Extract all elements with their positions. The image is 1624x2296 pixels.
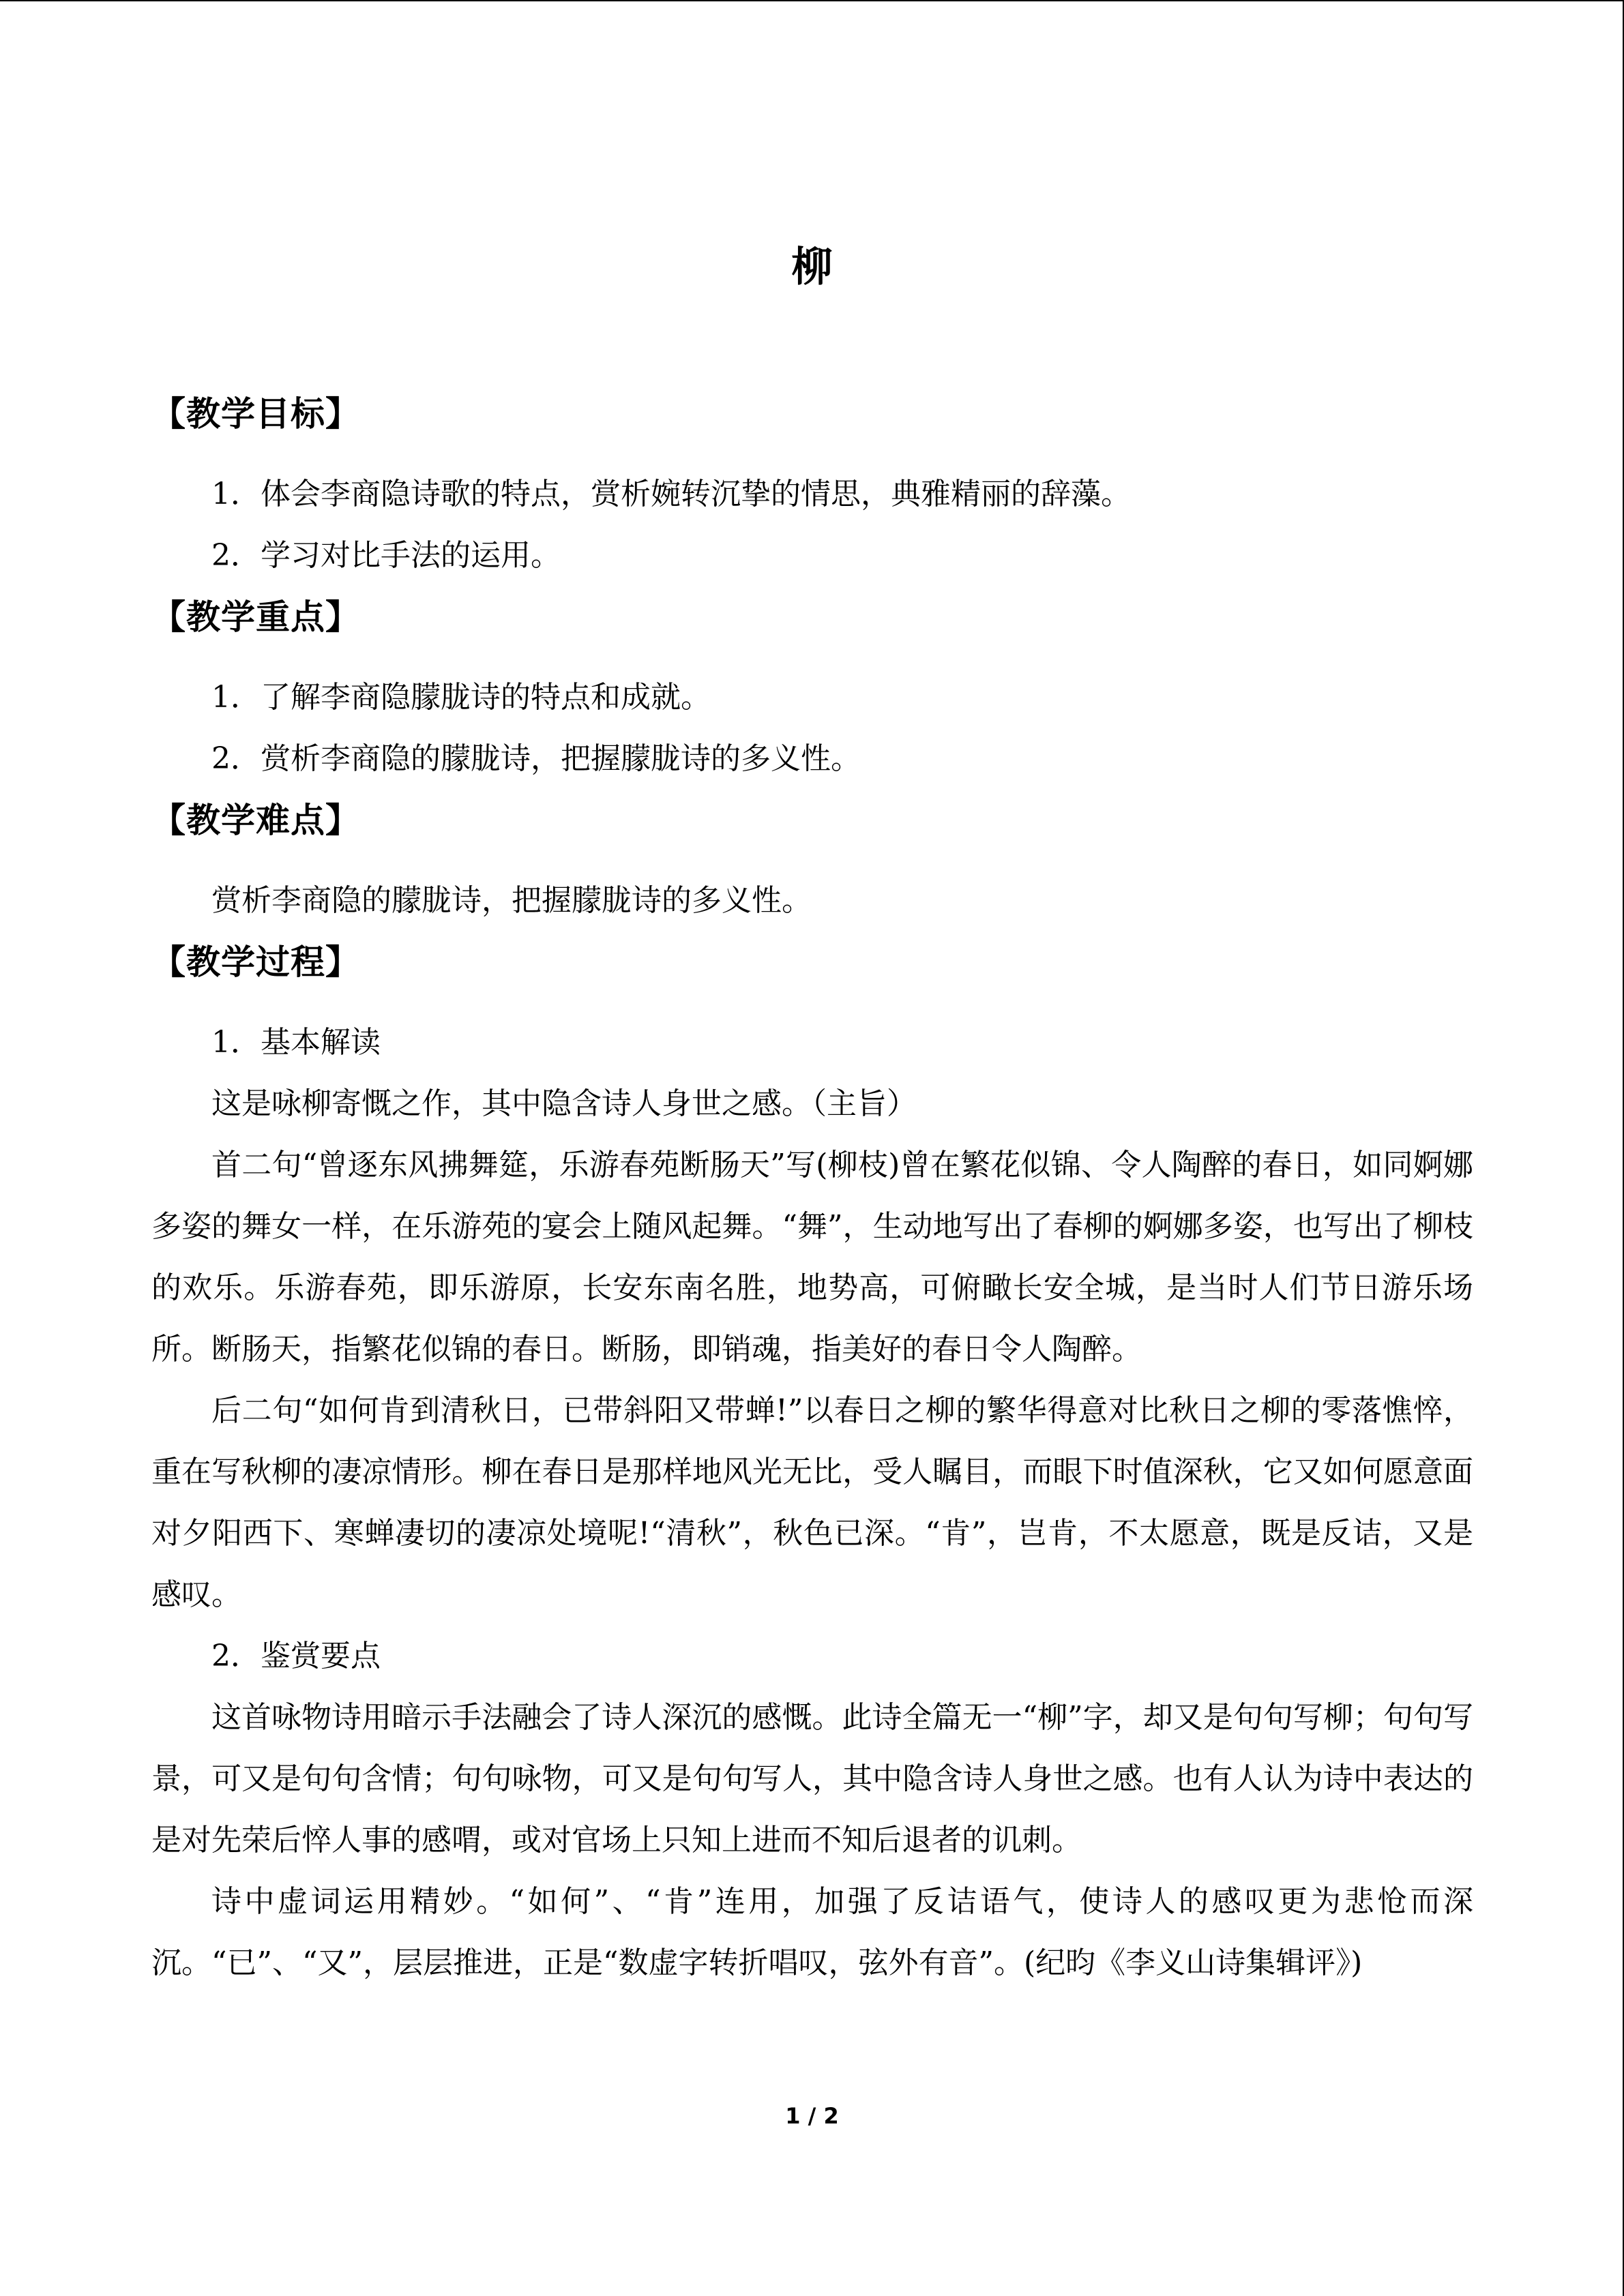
process-paragraph: 后二句“如何肯到清秋日，已带斜阳又带蝉!”以春日之柳的繁华得意对比秋日之柳的零落憔悴，重在写秋柳的凄凉情形。柳在春日是那样地风光无比，受人瞩目，而眼下时值深秋，它又如何愿意面对夕阳西下、寒蝉凄切的凄凉处境呢!“清秋”，秋色已深。“肯”，岂肯，不太愿意，既是反诘，又是感叹。 bbox=[151, 1393, 1473, 1612]
section-goals bbox=[151, 383, 1473, 586]
section-heading-process: 【教学过程】 bbox=[151, 942, 360, 982]
goal-item-1: 1．体会李商隐诗歌的特点，赏析婉转沉挚的情思，典雅精丽的辞藻。 bbox=[211, 477, 1131, 511]
section-key-points bbox=[151, 586, 1473, 790]
section-heading-key-points: 【教学重点】 bbox=[151, 597, 360, 637]
goal-item-2: 2．学习对比手法的运用。 bbox=[211, 538, 561, 573]
page-indicator: 1 / 2 bbox=[785, 2103, 839, 2129]
process-paragraph: 这首咏物诗用暗示手法融会了诗人深沉的感慨。此诗全篇无一“柳”字，却又是句句写柳；句句写景，可又是句句含情；句句咏物，可又是句句写人，其中隐含诗人身世之感。也有人认为诗中表达的是对先荣后悴人事的感喟，或对官场上只知上进而不知后退者的讥刺。 bbox=[151, 1700, 1473, 1858]
key-point-item-1: 1．了解李商隐朦胧诗的特点和成就。 bbox=[211, 680, 711, 715]
document-body bbox=[151, 383, 1473, 1994]
process-part2-label: 2．鉴赏要点 bbox=[211, 1639, 381, 1673]
section-heading-goals: 【教学目标】 bbox=[151, 394, 360, 434]
document-title: 柳 bbox=[791, 243, 833, 292]
process-part1-label: 1．基本解读 bbox=[211, 1025, 381, 1060]
process-paragraph: 诗中虚词运用精妙。“如何”、“肯”连用，加强了反诘语气，使诗人的感叹更为悲怆而深沉。“已”、“又”，层层推进，正是“数虚字转折唱叹，弦外有音”。(纪昀《李义山诗集辑评》) bbox=[151, 1884, 1473, 1980]
process-paragraph: 这是咏柳寄慨之作，其中隐含诗人身世之感。（主旨） bbox=[211, 1086, 917, 1121]
process-paragraph: 首二句“曾逐东风拂舞筵，乐游春苑断肠天”写(柳枝)曾在繁花似锦、令人陶醉的春日，如同婀娜多姿的舞女一样，在乐游苑的宴会上随风起舞。“舞”，生动地写出了春柳的婀娜多姿，也写出了柳枝的欢乐。乐游春苑，即乐游原，长安东南名胜，地势高，可俯瞰长安全城，是当时人们节日游乐场所。断肠天，指繁花似锦的春日。断肠，即销魂，指美好的春日令人陶醉。 bbox=[151, 1148, 1473, 1367]
section-process bbox=[151, 931, 1473, 1994]
difficulty-text: 赏析李商隐的朦胧诗，把握朦胧诗的多义性。 bbox=[211, 883, 812, 918]
section-heading-difficulties: 【教学难点】 bbox=[151, 801, 360, 840]
section-difficulties bbox=[151, 790, 1473, 931]
key-point-item-2: 2．赏析李商隐的朦胧诗，把握朦胧诗的多义性。 bbox=[211, 741, 861, 776]
